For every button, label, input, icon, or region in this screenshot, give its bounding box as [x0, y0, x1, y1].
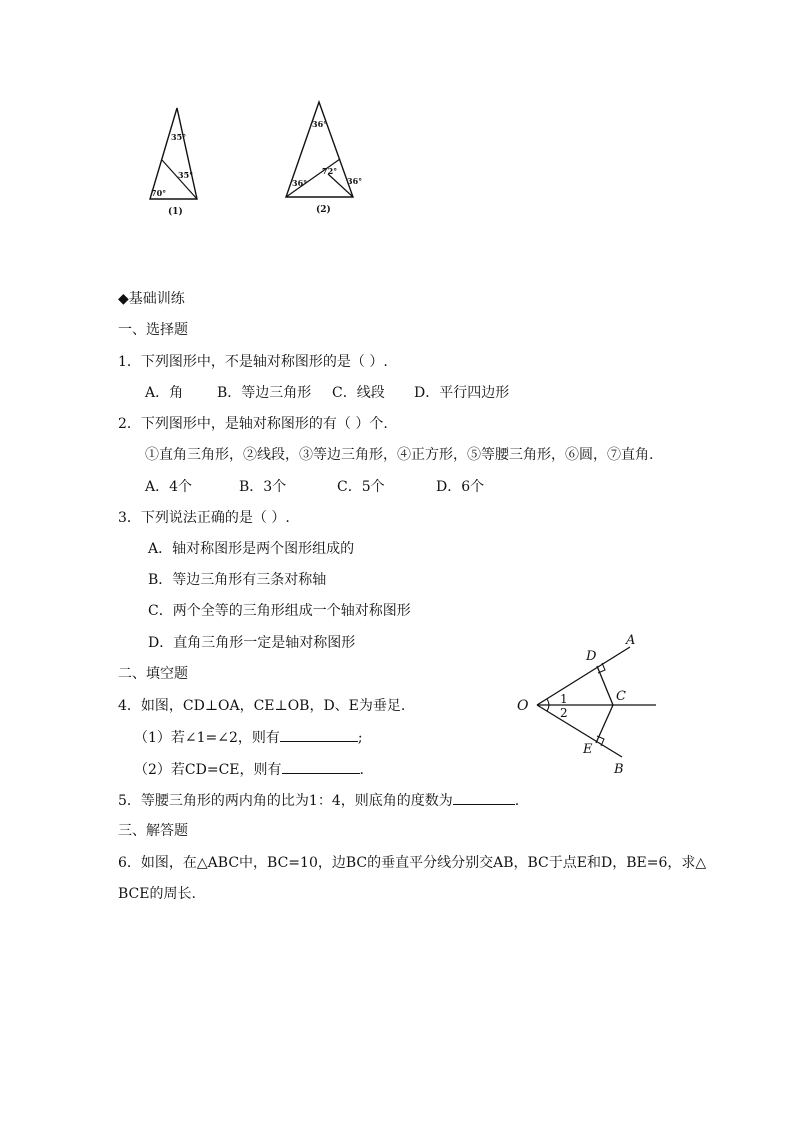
- answer-blank[interactable]: [280, 728, 358, 742]
- option-c: C．5个: [337, 479, 385, 495]
- figure-caption: (1): [168, 207, 183, 217]
- part-heading: 二、填空题: [118, 666, 188, 682]
- question-6-line1: 6．如图，在△ABC中，BC=10，边BC的垂直平分线分别交AB，BC于点E和D，BE=6，求△: [118, 855, 707, 871]
- angle-label: 35°: [178, 170, 194, 180]
- angle-label: 72°: [322, 166, 338, 176]
- question-4-sub1: [134, 728, 363, 747]
- angle-label: 36°: [312, 119, 328, 129]
- option-c: C．两个全等的三角形组成一个轴对称图形: [148, 603, 411, 619]
- question-2-options: [145, 478, 484, 496]
- punctuation: ;: [357, 730, 363, 746]
- option-c: C．线段: [332, 385, 385, 401]
- point-label-c: C: [616, 689, 626, 704]
- option-a: A．4个: [145, 479, 193, 495]
- triangle-figure-2: [280, 97, 375, 219]
- option-a: A．角: [145, 385, 184, 401]
- sub-question-text: （2）若CD=CE，则有: [134, 762, 282, 778]
- question-5: [118, 791, 519, 810]
- point-label-b: B: [614, 762, 624, 777]
- question-5-text: 5．等腰三角形的两内角的比为1：4，则底角的度数为: [118, 793, 453, 809]
- answer-blank[interactable]: [453, 791, 515, 805]
- point-label-e: E: [583, 742, 593, 757]
- answer-blank[interactable]: [282, 760, 360, 774]
- part-heading: 一、选择题: [118, 322, 188, 338]
- triangle-figure-1: [140, 100, 210, 220]
- angle-label: 35°: [171, 132, 187, 142]
- point-label-a: A: [626, 633, 636, 648]
- question-4-sub2: [134, 760, 364, 779]
- question-2: 2．下列图形中，是轴对称图形的有（ ）个.: [118, 416, 388, 432]
- punctuation: .: [514, 793, 520, 809]
- option-b: B．3个: [239, 479, 287, 495]
- option-b: B．等边三角形: [217, 385, 312, 401]
- figure-caption: (2): [316, 205, 331, 215]
- point-label-d: D: [586, 649, 597, 664]
- angle-label: 70°: [151, 188, 167, 198]
- question-1: 1．下列图形中，不是轴对称图形的是（ ）.: [118, 354, 388, 370]
- option-d: D．6个: [436, 479, 485, 495]
- question-3: 3．下列说法正确的是（ ）.: [118, 510, 290, 526]
- punctuation: .: [359, 762, 364, 778]
- point-label-o: O: [517, 698, 529, 714]
- angle-label: 36°: [292, 178, 308, 188]
- question-4: 4．如图，CD⊥OA，CE⊥OB，D、E为垂足.: [118, 698, 406, 714]
- sub-question-text: （1）若∠1=∠2，则有: [134, 730, 280, 746]
- option-d: D．平行四边形: [414, 385, 510, 401]
- option-b: B．等边三角形有三条对称轴: [148, 572, 327, 588]
- part-heading: 三、解答题: [118, 823, 188, 839]
- angle-label-1: 1: [560, 692, 568, 706]
- option-a: A．轴对称图形是两个图形组成的: [148, 541, 355, 557]
- angle-label-2: 2: [560, 706, 568, 720]
- angle-label: 36°: [347, 176, 363, 186]
- question-2-list: ①直角三角形，②线段，③等边三角形，④正方形，⑤等腰三角形，⑥圆，⑦直角.: [145, 447, 654, 463]
- section-heading: ◆基础训练: [118, 291, 185, 307]
- angle-bisector-figure: [510, 630, 670, 780]
- question-6-line2: BCE的周长.: [118, 886, 196, 902]
- question-1-options: [145, 384, 509, 402]
- option-d: D．直角三角形一定是轴对称图形: [148, 635, 356, 651]
